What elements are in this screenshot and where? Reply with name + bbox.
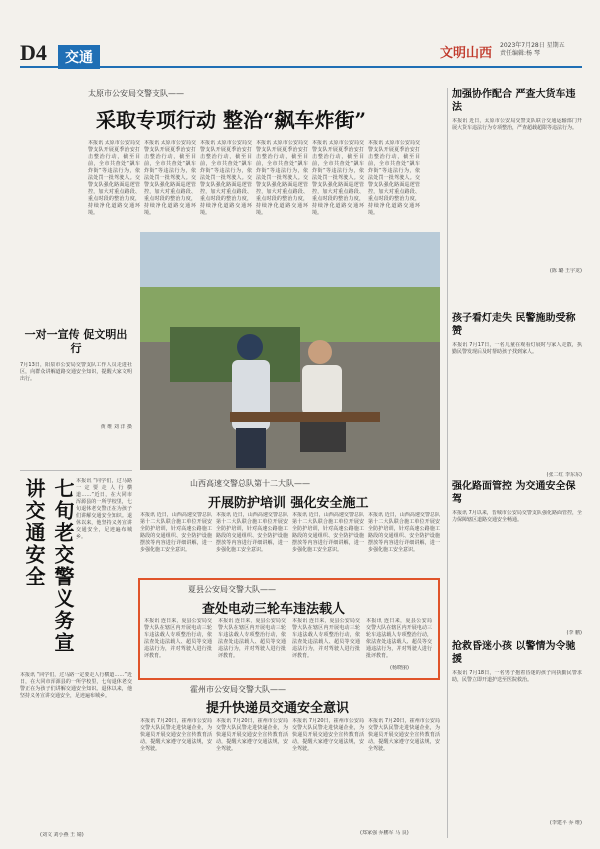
vertical-body: 本报讯 “同学们，过马路一定要走人行横道……”近日，在大同市浑源县的一所学校里，七旬退休老交警正在为孩子们讲解交通安全知识。退休以来，他坚持义务宣讲交通安全，足迹遍布城乡。 — [76, 478, 132, 540]
caption-body: 7月13日，阳泉市公安局交警支队工作人员走进社区，向群众讲解道路交通安全知识，提醒大家文明出行。 — [20, 362, 132, 382]
bottom-body-col4: 本报讯 7月20日，霍州市公安局交警大队民警走进快递企业，为快递员开展交通安全宣传教育活动，提醒大家遵守交通法规，安全驾驶。 — [368, 718, 440, 752]
lead-body-col4: 本报讯 太原市公安局交警支队开展夏季治安打击整治行动，截至目前，全市共查处“飙车炸街”等违法行为，依法处罚一批驾驶人。交警支队强化路面巡逻管控，加大对重点路段、重点时段的整治力度，持续净化道路交通环境。 — [256, 140, 308, 216]
sidebar-headline-4: 抢救昏迷小孩 以警情为令驰援 — [452, 641, 576, 665]
sidebar-headline-1: 加强协作配合 严查大货车违法 — [452, 89, 576, 113]
sidebar-body-2: 本报讯 7月17日，一名儿童在观看灯展时与家人走散，执勤民警发现后及时帮助孩子找到家人。 — [452, 342, 582, 355]
vertical-credit: (刘文 刘小燕 王 婧) — [40, 832, 84, 838]
photo-caption — [20, 328, 132, 431]
bottom-body-col2: 本报讯 7月20日，霍州市公安局交警大队民警走进快递企业，为快递员开展交通安全宣传教育活动，提醒大家遵守交通法规，安全驾驶。 — [216, 718, 288, 752]
center-kicker: 山西高速交警总队第十二大队—— — [190, 479, 310, 488]
bottom-credit: (郑家强 乔鹏军 马 良) — [360, 830, 409, 836]
issue-date: 2023年7月28日 星期五 — [500, 42, 565, 49]
bottom-body-col3: 本报讯 7月20日，霍州市公安局交警大队民警走进快递企业，为快递员开展交通安全宣传教育活动，提醒大家遵守交通法规，安全驾驶。 — [292, 718, 364, 752]
bottom-kicker: 霍州市公安局交警大队—— — [190, 685, 286, 694]
news-photo — [140, 232, 440, 470]
vertical-body-cont: 本报讯 “同学们，过马路一定要走人行横道……”近日，在大同市浑源县的一所学校里，七旬退休老交警正在为孩子们讲解交通安全知识。退休以来，他坚持义务宣讲交通安全，足迹遍布城乡。 — [20, 672, 132, 699]
section-label: 交通 — [58, 45, 100, 69]
center-headline: 开展防护培训 强化安全施工 — [208, 496, 369, 511]
bottom-headline: 提升快递员交通安全意识 — [206, 701, 350, 716]
boxed-headline: 查处电动三轮车违法载人 — [202, 602, 346, 617]
sidebar-credit-1: (陈 璐 王宇龙) — [549, 268, 582, 274]
lead-body-col5: 本报讯 太原市公安局交警支队开展夏季治安打击整治行动，截至目前，全市共查处“飙车炸街”等违法行为，依法处罚一批驾驶人。交警支队强化路面巡逻管控，加大对重点路段、重点时段的整治力度，持续净化道路交通环境。 — [312, 140, 364, 216]
bottom-body-col1: 本报讯 7月20日，霍州市公安局交警大队民警走进快递企业，为快递员开展交通安全宣传教育活动，提醒大家遵守交通法规，安全驾驶。 — [140, 718, 212, 752]
photo-scene — [140, 232, 440, 470]
sidebar-body-4: 本报讯 7月18日，一名男子抱着昏迷的孩子向执勤民警求助，民警立即开道护送至医院救治。 — [452, 670, 582, 683]
center-body-col2: 本报讯 近日，山西高速交警总队第十二大队联合施工单位开展安全防护培训，针对高速公路施工路段的交通组织、安全防护设施摆放等内容进行详细讲解，进一步强化施工安全意识。 — [216, 512, 288, 553]
caption-title: 一对一宣传 促文明出行 — [24, 328, 128, 355]
boxed-body-col3: 本报讯 连日来，夏县公安局交警大队在辖区内开展电动三轮车违法载人专项整治行动，依法查处违法载人、超员等交通违法行为，并对驾驶人进行批评教育。 — [292, 618, 360, 659]
sidebar-headline-3: 强化路面管控 为交通安全保驾 — [452, 481, 576, 505]
boxed-body-col4: 本报讯 连日来，夏县公安局交警大队在辖区内开展电动三轮车违法载人专项整治行动，依法查处违法载人、超员等交通违法行为，并对驾驶人进行批评教育。 — [366, 618, 432, 659]
boxed-body-col2: 本报讯 连日来，夏县公安局交警大队在辖区内开展电动三轮车违法载人专项整治行动，依法查处违法载人、超员等交通违法行为，并对驾驶人进行批评教育。 — [218, 618, 286, 659]
sidebar-credit-2: (张二红 李东东) — [546, 472, 582, 478]
sidebar-headline-2: 孩子看灯走失 民警施助受称赞 — [452, 313, 576, 337]
sidebar-credit-4: (李建平 乔 维) — [549, 820, 582, 826]
boxed-body-col1: 本报讯 连日来，夏县公安局交警大队在辖区内开展电动三轮车违法载人专项整治行动，依法查处违法载人、超员等交通违法行为，并对驾驶人进行批评教育。 — [144, 618, 212, 659]
boxed-credit: (杨晓丽) — [390, 665, 409, 671]
lead-kicker: 太原市公安局交警支队—— — [88, 89, 184, 98]
page-number: D4 — [20, 40, 47, 65]
boxed-story — [138, 578, 440, 680]
sidebar-body-3: 本报讯 7月以来，晋城市公安局交警支队强化路面管控，全力保障辖区道路交通安全畅通。 — [452, 510, 582, 523]
vertical-headline: 七旬老交警义务宣讲交通安全 — [22, 478, 75, 654]
center-body-col4: 本报讯 近日，山西高速交警总队第十二大队联合施工单位开展安全防护培训，针对高速公路施工路段的交通组织、安全防护设施摆放等内容进行详细讲解，进一步强化施工安全意识。 — [368, 512, 440, 553]
sidebar-divider — [447, 88, 448, 838]
boxed-kicker: 夏县公安局交警大队—— — [188, 585, 276, 594]
header-rule — [20, 66, 582, 68]
center-body-col1: 本报讯 近日，山西高速交警总队第十二大队联合施工单位开展安全防护培训，针对高速公路施工路段的交通组织、安全防护设施摆放等内容进行详细讲解，进一步强化施工安全意识。 — [140, 512, 212, 553]
sidebar-body-1: 本报讯 近日，太原市公安局交警支队联合交通运输部门开展大货车违法行为专项整治，严查超载超限等违法行为。 — [452, 118, 582, 131]
lead-body-col2: 本报讯 太原市公安局交警支队开展夏季治安打击整治行动，截至目前，全市共查处“飙车炸街”等违法行为，依法处罚一批驾驶人。交警支队强化路面巡逻管控，加大对重点路段、重点时段的整治力度，持续净化道路交通环境。 — [144, 140, 196, 216]
sidebar-story-3 — [452, 480, 582, 637]
lead-body-col6: 本报讯 太原市公安局交警支队开展夏季治安打击整治行动，截至目前，全市共查处“飙车炸街”等违法行为，依法处罚一批驾驶人。交警支队强化路面巡逻管控，加大对重点路段、重点时段的整治力度，持续净化道路交通环境。 — [368, 140, 420, 216]
sidebar-story-2 — [452, 312, 582, 479]
lead-body-col3: 本报讯 太原市公安局交警支队开展夏季治安打击整治行动，截至目前，全市共查处“飙车炸街”等违法行为，依法处罚一批驾驶人。交警支队强化路面巡逻管控，加大对重点路段、重点时段的整治力度，持续净化道路交通环境。 — [200, 140, 252, 216]
editor-line: 责任编辑:杨 琴 — [500, 50, 540, 57]
lead-headline: 采取专项行动 整治“飙车炸街” — [96, 108, 366, 132]
caption-credit: 黄 维 刘 洋 摄 — [100, 424, 132, 430]
sidebar-credit-3: (李 鹏) — [566, 630, 582, 636]
date-line — [500, 42, 585, 58]
caption-rule — [20, 470, 132, 471]
sidebar-story-4 — [452, 640, 582, 827]
masthead: 文明山西 — [440, 46, 493, 61]
lead-body-col1: 本报讯 太原市公安局交警支队开展夏季治安打击整治行动，截至目前，全市共查处“飙车炸街”等违法行为，依法处罚一批驾驶人。交警支队强化路面巡逻管控，加大对重点路段、重点时段的整治力度，持续净化道路交通环境。 — [88, 140, 140, 216]
center-body-col3: 本报讯 近日，山西高速交警总队第十二大队联合施工单位开展安全防护培训，针对高速公路施工路段的交通组织、安全防护设施摆放等内容进行详细讲解，进一步强化施工安全意识。 — [292, 512, 364, 553]
sidebar-story-1 — [452, 88, 582, 275]
